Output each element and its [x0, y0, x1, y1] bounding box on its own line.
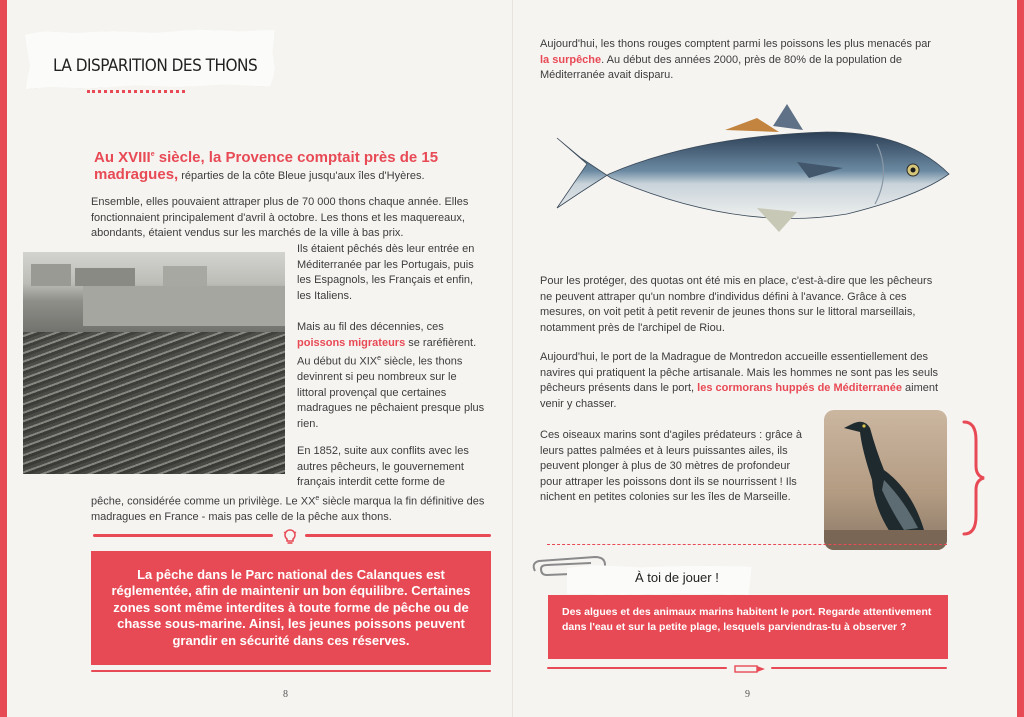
separator-left-b [305, 534, 491, 537]
paragraph-right-4: Ces oiseaux marins sont d'agiles prédateurs : grâce à leurs pattes palmées et à leurs puissantes ailes, ils peuvent plonger à plus de 30 mètres de profondeur pour attraper les poissons dont ils se nourrissent ! Ils nichent en petites colonies sur les îles de Marseille. [540, 429, 802, 503]
heading-subtext: réparties de la côte Bleue jusqu'aux îles d'Hyères. [178, 170, 425, 182]
paragraph-right-1: Aujourd'hui, les thons rouges comptent parmi les poissons les plus menacés par la surpêche. Au début des années 2000, près de 80% de la population de Méditerranée avait disparu. [540, 38, 931, 81]
page-number-left: 8 [283, 689, 288, 700]
cormorant-photo [824, 410, 947, 550]
page-divider [512, 0, 513, 717]
pencil-icon [733, 664, 767, 674]
paragraph-4a: En 1852, suite aux conflits avec les autres pêcheurs, le gouvernement français interdit cette forme de [297, 445, 469, 488]
page-title: LA DISPARITION DES THONS [53, 56, 258, 76]
harbor-photo [23, 252, 285, 474]
paragraph-3: Mais au fil des décennies, ces poissons migrateurs se raréfièrent. Au début du XIXe siècle, les thons devinrent si peu nombreux sur le littoral provençal que certaines madragues ne pêchaient presque plus rien. [297, 321, 485, 430]
separator-left-a [93, 534, 273, 537]
section-heading: Au XVIIIe siècle, la Provence comptait près de 15 madragues, réparties de la côte Bleue jusqu'aux îles d'Hyères. [94, 149, 439, 183]
paragraph-1: Ensemble, elles pouvaient attraper plus de 70 000 thons chaque année. Elles fonctionnaient principalement d'avril à octobre. Les thons et les maquereaux, abondants, étaient vendus sur les marchés de la ville à bas prix. [91, 196, 469, 239]
spread [7, 0, 1017, 717]
paragraph-4b: pêche, considérée comme un privilège. Le XXe siècle marqua la fin définitive des madragues en France - mais pas celle de la pêche aux thons. [91, 495, 485, 524]
paragraph-2: Ils étaient pêchés dès leur entrée en Méditerranée par les Portugais, puis les Espagnols, les Français et enfin, les Italiens. [297, 243, 475, 302]
page-number-right: 9 [745, 689, 750, 700]
separator-right-dashed [547, 544, 947, 545]
lightbulb-icon [283, 528, 297, 546]
separator-left-bottom [91, 670, 491, 672]
separator-right-bottom-a [547, 667, 727, 669]
paragraph-right-3: Aujourd'hui, le port de la Madrague de Montredon accueille essentiellement des navires qui pratiquent la pêche artisanale. Mais les hommes ne sont pas les seuls pêcheurs présents dans le port, les cormorans huppés de Méditerranée aiment venir y chasser. [540, 351, 939, 410]
highlight-surpeche: la surpêche [540, 53, 602, 66]
activity-title: À toi de jouer ! [635, 570, 719, 585]
highlight-migrateurs: poissons migrateurs [297, 336, 406, 349]
bracket-decoration [962, 418, 988, 538]
info-box: La pêche dans le Parc national des Calanques est réglementée, afin de maintenir un bon équilibre. Certaines zones sont même interdites à toute forme de pêche ou de chasse sous-marine. Ainsi, les jeunes poissons peuvent grandir en sécurité dans ces réserves. [91, 551, 491, 665]
paragraph-right-2: Pour les protéger, des quotas ont été mis en place, c'est-à-dire que les pêcheurs ne peuvent attraper qu'un nombre d'individus défini à l'avance. Grâce à ces mesures, on voit petit à petit revenir de jeunes thons sur le littoral marseillais, notamment près de l'archipel de Riou. [540, 275, 933, 334]
tuna-illustration [547, 96, 957, 246]
activity-box: Des algues et des animaux marins habitent le port. Regarde attentivement dans l'eau et sur la petite plage, lesquels parviendras-tu à observer ? [548, 595, 948, 659]
highlight-cormorans: les cormorans huppés de Méditerranée [697, 382, 902, 394]
title-underline [87, 84, 185, 93]
separator-right-bottom-b [771, 667, 947, 669]
